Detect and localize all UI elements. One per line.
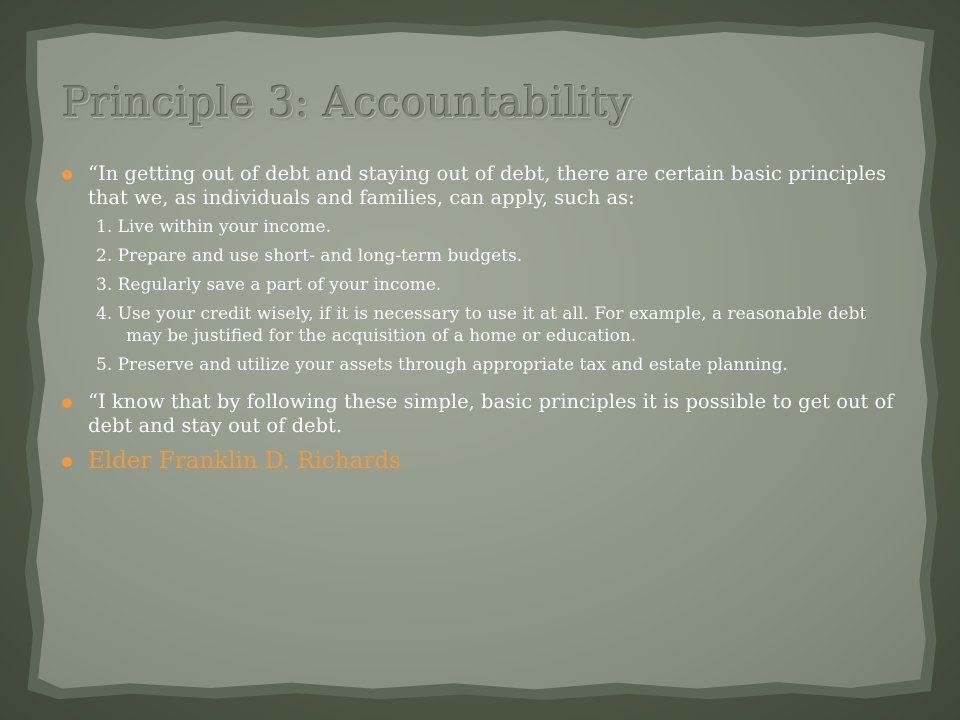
list-item-1: 1. Live within your income. [96, 217, 332, 237]
bullet-text: “In getting out of debt and staying out of debt, there are certain basic principles that we, as individuals and families, can apply, such as: [88, 162, 887, 209]
bullet-text: “I know that by following these simple, basic principles it is possible to get out of debt and stay out of debt. [88, 390, 894, 437]
bullet-attribution [58, 447, 898, 475]
bullet-quote-conclusion [58, 390, 898, 438]
bullet-quote-intro [58, 162, 898, 210]
list-item-3: 3. Regularly save a part of your income. [96, 275, 442, 295]
list-item-2: 2. Prepare and use short- and long-term budgets. [96, 246, 523, 266]
slide-body [58, 162, 898, 475]
bullet-dot-icon [62, 398, 72, 408]
slide-title: Principle 3: Accountability [62, 78, 633, 127]
bullet-dot-icon [62, 457, 72, 467]
bullet-dot-icon [62, 170, 72, 180]
list-item-5: 5. Preserve and utilize your assets through appropriate tax and estate planning. [96, 355, 788, 375]
list-item-4: 4. Use your credit wisely, if it is necessary to use it at all. For example, a reasonable debt may be justified for the acquisition of a home or education. [96, 304, 867, 346]
attribution-text: Elder Franklin D. Richards [88, 448, 401, 474]
